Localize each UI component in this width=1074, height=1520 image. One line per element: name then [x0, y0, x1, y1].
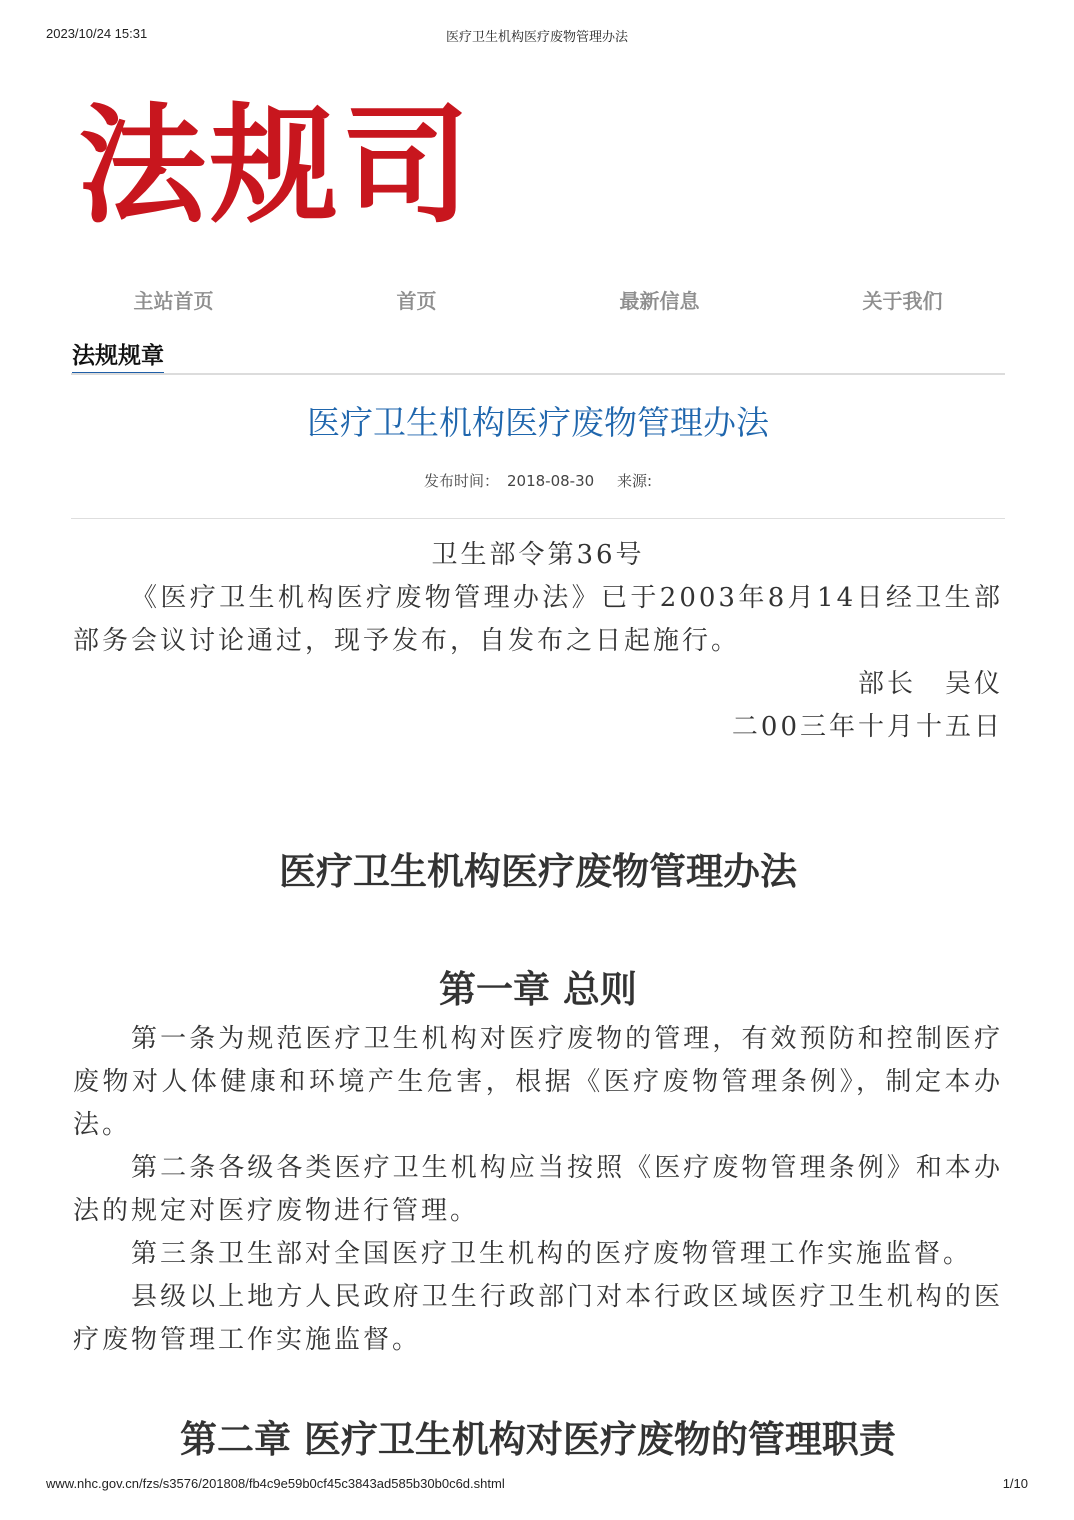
- section-divider: [71, 373, 1005, 375]
- nav-item-latest-news[interactable]: 最新信息: [619, 289, 700, 313]
- chapter-heading: 第二章 医疗卫生机构对医疗废物的管理职责: [180, 1418, 896, 1461]
- publish-label: 发布时间：: [423, 472, 499, 490]
- decree-date: 二00三年十月十五日: [731, 712, 1003, 742]
- site-logo[interactable]: 法规司: [78, 92, 475, 241]
- nav-item-about-us[interactable]: 关于我们: [862, 289, 943, 313]
- decree-block: [73, 534, 1003, 749]
- print-page-title: 医疗卫生机构医疗废物管理办法: [445, 29, 628, 44]
- source-label: 来源:: [616, 472, 653, 490]
- publish-date: 2018-08-30: [506, 472, 595, 490]
- page-url: www.nhc.gov.cn/fzs/s3576/201808/fb4c9e59b0cf45c3843ad585b30b0c6d.shtml: [46, 1476, 505, 1491]
- article-paragraph: 第三条卫生部对全国医疗卫生机构的医疗废物管理工作实施监督。: [131, 1239, 973, 1269]
- meta-divider: [71, 518, 1005, 519]
- decree-number: 卫生部令第36号: [431, 540, 645, 570]
- page-number: 1/10: [1002, 1476, 1028, 1491]
- nav-item-main-home[interactable]: 主站首页: [133, 289, 214, 313]
- chapter-body: [73, 1018, 1003, 1362]
- article-title: 医疗卫生机构医疗废物管理办法: [307, 403, 769, 442]
- article-paragraph: 第二条各级各类医疗卫生机构应当按照《医疗废物管理条例》和本办法的规定对医疗废物进行管理。: [73, 1153, 1003, 1226]
- nav-item-home[interactable]: 首页: [396, 289, 437, 313]
- article-paragraph: 县级以上地方人民政府卫生行政部门对本行政区域医疗卫生机构的医疗废物管理工作实施监督。: [73, 1282, 1003, 1355]
- article-paragraph: 第一条为规范医疗卫生机构对医疗废物的管理，有效预防和控制医疗废物对人体健康和环境产生危害，根据《医疗废物管理条例》，制定本办法。: [73, 1024, 1003, 1140]
- main-nav: [52, 286, 1024, 316]
- print-datetime: 2023/10/24 15:31: [46, 26, 148, 41]
- decree-announcement: 《医疗卫生机构医疗废物管理办法》已于2003年8月14日经卫生部部务会议讨论通过，现予发布，自发布之日起施行。: [73, 583, 1003, 656]
- document-title: 医疗卫生机构医疗废物管理办法: [279, 850, 797, 893]
- section-title[interactable]: 法规规章: [72, 340, 164, 375]
- chapter-heading: 第一章 总则: [439, 968, 637, 1011]
- section-header: [71, 340, 1005, 376]
- decree-signatory: 部长 吴仪: [857, 669, 1003, 699]
- article-meta: [71, 470, 1005, 492]
- print-footer: [46, 1476, 1028, 1498]
- print-header: [46, 26, 1028, 48]
